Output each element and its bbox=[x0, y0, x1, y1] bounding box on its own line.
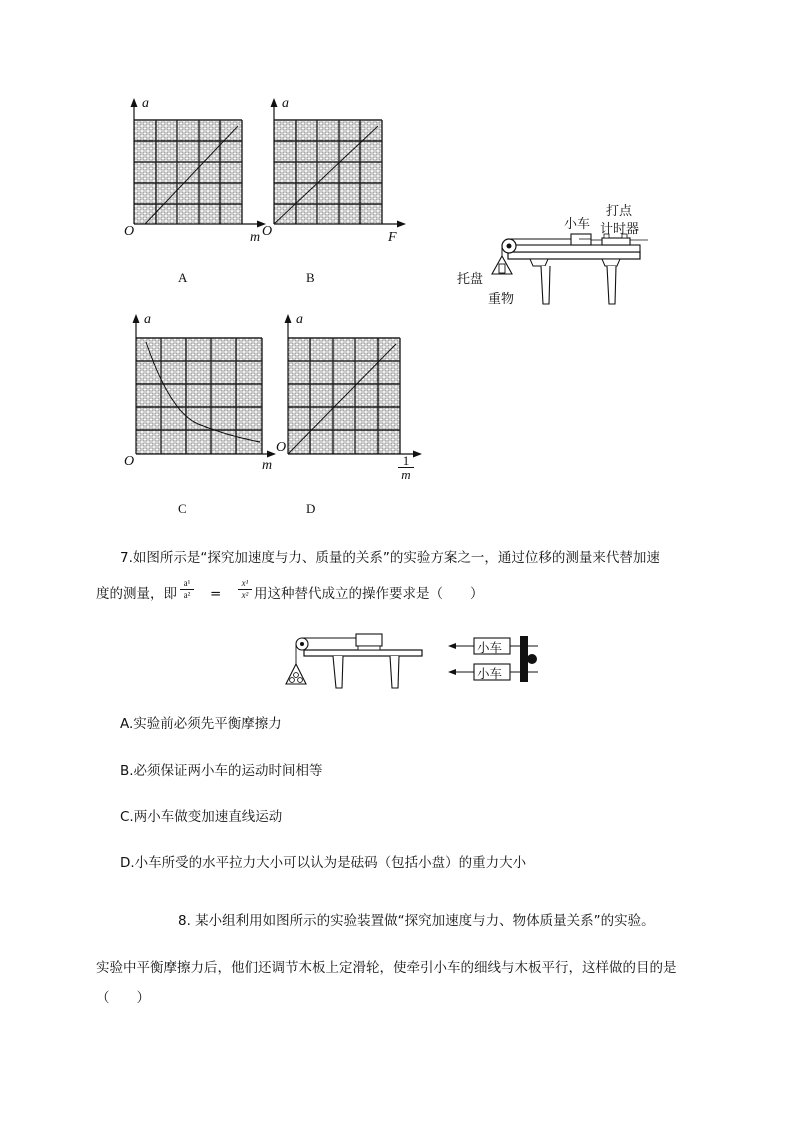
q7-option-c: C.两小车做变加速直线运动 bbox=[120, 809, 283, 825]
q7-option-b: B.必须保证两小车的运动时间相等 bbox=[120, 763, 323, 779]
graph-d bbox=[270, 312, 430, 482]
y-arrow bbox=[133, 314, 140, 323]
q8-line1: 8. 某小组利用如图所示的实验装置做“探究加速度与力、物体质量关系”的实验。 bbox=[178, 913, 655, 929]
graph-d-plot bbox=[270, 312, 430, 472]
label-tray: 托盘 bbox=[457, 272, 484, 287]
graph-b bbox=[258, 96, 408, 246]
label-timer-1: 打点 bbox=[606, 204, 633, 219]
grid-fill bbox=[134, 120, 242, 224]
q7-fraction-x-num: x¹ bbox=[238, 578, 252, 590]
x-axis-label: F bbox=[388, 230, 397, 245]
label-cart: 小车 bbox=[564, 217, 591, 232]
origin-label: O bbox=[124, 454, 135, 469]
q7-fraction-a-den: a² bbox=[183, 590, 191, 600]
y-axis-label: a bbox=[142, 96, 149, 111]
q7-line2-prefix: 度的测量，即 bbox=[96, 586, 177, 602]
x-arrow bbox=[397, 221, 406, 228]
table-leg-left bbox=[333, 656, 343, 688]
origin-label: O bbox=[262, 224, 273, 239]
x-arrow bbox=[413, 451, 422, 458]
x-axis-fraction bbox=[398, 454, 414, 481]
q7-fraction-a-num: a¹ bbox=[180, 578, 194, 590]
y-axis-label: a bbox=[296, 312, 303, 327]
weight bbox=[499, 264, 505, 273]
apparatus-diagram-2 bbox=[276, 624, 556, 696]
x-axis-denominator: m bbox=[401, 467, 411, 482]
q8-line2: 实验中平衡摩擦力后，他们还调节木板上定滑轮，使牵引小车的细线与木板平行，这样做的目的是 bbox=[96, 960, 677, 976]
graph-a bbox=[118, 96, 268, 246]
q7-option-d: D.小车所受的水平拉力大小可以认为是砝码（包括小盘）的重力大小 bbox=[120, 855, 527, 871]
apparatus-2-drawing bbox=[276, 624, 556, 696]
x-axis-label: m bbox=[262, 458, 273, 473]
table-bracket-right bbox=[602, 259, 620, 266]
clamp-board bbox=[520, 636, 528, 682]
q7-equals: = bbox=[210, 586, 222, 602]
timer bbox=[602, 238, 630, 245]
option-label-d: D bbox=[306, 501, 316, 516]
origin-label: O bbox=[124, 224, 135, 239]
q7-line1: 7.如图所示是“探究加速度与力、质量的关系”的实验方案之一，通过位移的测量来代替加速 bbox=[120, 550, 660, 566]
graph-b-plot bbox=[258, 96, 408, 246]
table-bracket-left bbox=[530, 259, 548, 266]
tray bbox=[286, 664, 306, 684]
y-axis-label: a bbox=[144, 312, 151, 327]
label-cart-top: 小车 bbox=[477, 640, 503, 655]
q7-line2-suffix: 用这种替代成立的操作要求是（ ） bbox=[254, 586, 484, 602]
q7-fraction-x bbox=[238, 578, 252, 601]
grid-fill bbox=[136, 338, 262, 454]
label-timer-2: 计时器 bbox=[600, 222, 640, 237]
table-leg-left bbox=[541, 266, 550, 304]
graph-a-plot bbox=[118, 96, 268, 246]
q7-fraction-a bbox=[180, 578, 194, 601]
clamp-knob bbox=[527, 654, 537, 664]
label-cart-bottom: 小车 bbox=[477, 666, 503, 681]
origin-label: O bbox=[276, 440, 287, 455]
table-leg-right bbox=[607, 266, 616, 304]
y-arrow bbox=[131, 98, 138, 107]
arrow-bottom-head bbox=[448, 669, 456, 675]
board bbox=[508, 245, 640, 252]
graph-c-plot bbox=[118, 312, 278, 472]
x-axis-numerator: 1 bbox=[398, 454, 414, 468]
x-axis-label: m bbox=[250, 230, 261, 245]
cart bbox=[356, 634, 382, 646]
option-label-b: B bbox=[306, 270, 315, 285]
table-top bbox=[508, 252, 640, 259]
table-leg-right bbox=[390, 656, 399, 688]
label-weight: 重物 bbox=[488, 292, 515, 307]
y-axis-label: a bbox=[282, 96, 289, 111]
graph-c bbox=[118, 312, 278, 472]
pulley-hub bbox=[300, 642, 304, 646]
table-top bbox=[304, 650, 422, 656]
option-label-a: A bbox=[178, 270, 188, 285]
cart-base bbox=[358, 646, 380, 650]
arrow-top-head bbox=[448, 643, 456, 649]
q8-line3: （ ） bbox=[96, 990, 150, 1006]
q7-option-a: A.实验前必须先平衡摩擦力 bbox=[120, 716, 282, 732]
pulley-hub bbox=[507, 244, 512, 249]
q7-fraction-x-den: x² bbox=[241, 590, 249, 600]
y-arrow bbox=[285, 314, 292, 323]
cart bbox=[571, 234, 591, 245]
apparatus-diagram-1 bbox=[452, 196, 652, 311]
y-arrow bbox=[271, 98, 278, 107]
option-label-c: C bbox=[178, 501, 187, 516]
